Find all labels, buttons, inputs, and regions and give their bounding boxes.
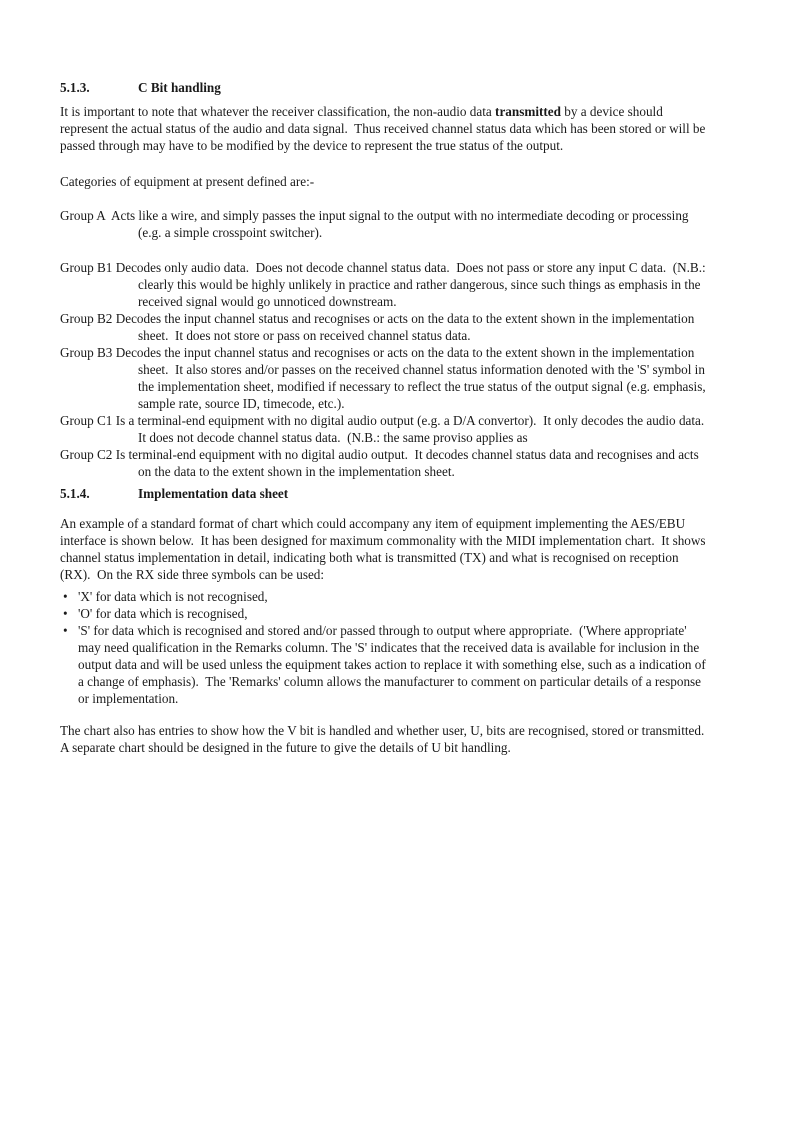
group-text: Decodes only audio data. Does not decode channel status data. Does not pass or store any input C data. (N.B.: clearly this would be highly unlikely in practice and rather dangerous, since such things as emphasis in the received signal would go unnoticed downstream. (115, 260, 709, 309)
section-number: 5.1.4. (60, 486, 90, 501)
bullet-icon: • (63, 623, 68, 638)
bullet-icon: • (63, 589, 68, 604)
group-label: Group C2 (60, 447, 116, 462)
bullet-text: 'X' for data which is not recognised, (78, 589, 268, 604)
bullet-item-x (60, 588, 710, 605)
group-item-c2 (60, 446, 710, 480)
paragraph-implementation-intro: An example of a standard format of chart which could accompany any item of equipment implementing the AES/EBU interface is shown below. It has been designed for maximum commonality with the MIDI implementation chart. It shows channel status implementation in detail, indicating both what is transmitted (TX) and what is recognised on reception (RX). On the RX side three symbols can be used: (60, 516, 709, 582)
section-title: C Bit handling (138, 80, 221, 95)
bold-word-transmitted: transmitted (495, 104, 561, 119)
group-item-b1 (60, 259, 710, 310)
group-item-b3 (60, 344, 710, 412)
bullet-text: 'S' for data which is recognised and stored and/or passed through to output where appropriate. ('Where appropriate' may need qualification in the Remarks column. The 'S' indicates that the received data is available for inclusion in the output data and will be used unless the equipment takes action to replace it with something else, such as a indication of a change of emphasis). The 'Remarks' column allows the manufacturer to comment on particular details of a response or implementation. (78, 623, 710, 706)
group-item-c1 (60, 412, 710, 446)
group-text: Is a terminal-end equipment with no digital audio output (e.g. a D/A convertor). It only decodes the audio data. It does not decode channel status data. (N.B.: the same proviso applies as (115, 413, 711, 445)
group-item-a (60, 207, 710, 241)
section-title: Implementation data sheet (138, 486, 289, 501)
bullet-icon: • (63, 606, 68, 621)
group-text: Is terminal-end equipment with no digital audio output. It decodes channel status data and recognises and acts on the data to the extent shown in the implementation sheet. (115, 447, 703, 479)
paragraph-v-bit: The chart also has entries to show how the V bit is handled and whether user, U, bits are recognised, stored or transmitted. A separate chart should be designed in the future to give the details of U bit handling. (60, 723, 711, 755)
section-heading-5-1-4 (60, 485, 710, 502)
paragraph-text: by a device should represent the actual status of the audio and data signal. Thus received channel status data which has been stored or will be passed through may have to be modified by the device to represent the true status of the output. (60, 104, 709, 153)
group-text: Acts like a wire, and simply passes the input signal to the output with no intermediate decoding or processing (e.g. a simple crosspoint switcher). (110, 208, 692, 240)
section-number: 5.1.3. (60, 80, 90, 95)
group-text: Decodes the input channel status and recognises or acts on the data to the extent shown in the implementation sheet. It also stores and/or passes on the received channel status information denoted with the 'S' symbol in the implementation sheet, modified if necessary to reflect the true status of the output signal (e.g. emphasis, sample rate, source ID, timecode, etc.). (115, 345, 709, 411)
group-label: Group B1 (60, 260, 116, 275)
group-label: Group B2 (60, 311, 116, 326)
bullet-text: 'O' for data which is recognised, (78, 606, 248, 621)
paragraph-text: It is important to note that whatever the receiver classification, the non-audio data (60, 104, 496, 119)
group-label: Group C1 (60, 413, 116, 428)
group-label: Group A (60, 208, 111, 223)
paragraph-c-bit-intro (60, 103, 710, 154)
group-label: Group B3 (60, 345, 116, 360)
paragraph-categories: Categories of equipment at present defined are:- (60, 174, 315, 189)
group-item-b2 (60, 310, 710, 344)
section-heading-5-1-3 (60, 79, 710, 96)
group-text: Decodes the input channel status and recognises or acts on the data to the extent shown in the implementation sheet. It does not store or pass on received channel status data. (115, 311, 698, 343)
bullet-item-o (60, 605, 710, 622)
bullet-item-s (60, 622, 710, 707)
